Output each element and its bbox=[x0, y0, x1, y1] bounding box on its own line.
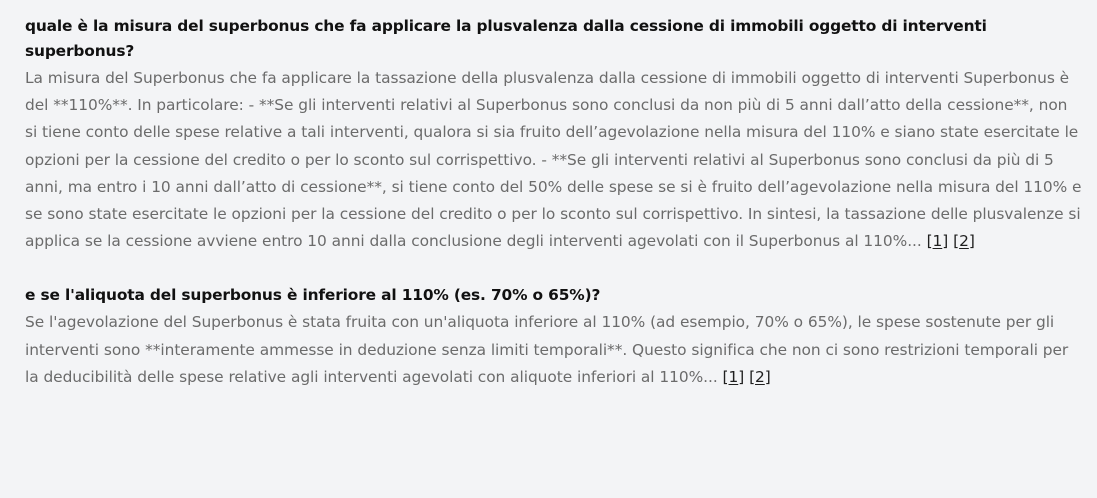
reference-link[interactable]: 1 bbox=[728, 367, 739, 386]
reference-link[interactable]: 1 bbox=[932, 232, 943, 251]
reference-links bbox=[723, 368, 771, 386]
faq-answer bbox=[25, 309, 1083, 391]
faq-question: e se l'aliquota del superbonus è inferiore al 110% (es. 70% o 65%)? bbox=[25, 286, 601, 305]
faq-question: quale è la misura del superbonus che fa applicare la plusvalenza dalla cessione di immobili oggetto di interventi superbonus? bbox=[25, 17, 987, 60]
faq-answer-text: Se l'agevolazione del Superbonus è stata fruita con un'aliquota inferiore al 110% (ad esempio, 70% o 65%), le spese sostenute per gli interventi sono **interamente ammesse in deduzione senza limiti temporali**. Questo significa che non ci sono restrizioni temporali per la deducibilità delle spese relative agli interventi agevolati con aliquote inferiori al 110%... bbox=[25, 313, 1069, 386]
faq-item bbox=[25, 14, 1083, 255]
reference-links bbox=[927, 232, 975, 250]
reference-bracket-close: ] bbox=[942, 232, 949, 251]
faq-answer-text: La misura del Superbonus che fa applicare la tassazione della plusvalenza dalla cessione di immobili oggetto di interventi Superbonus è del **110%**. In particolare: - **Se gli interventi relativi al Superbonus sono conclusi da non più di 5 anni dall’atto della cessione**, non si tiene conto delle spese relative a tali interventi, qualora si sia fruito dell’agevolazione nella misura del 110% e siano state esercitate le opzioni per la cessione del credito o per lo sconto sul corrispettivo. - **Se gli interventi relativi al Superbonus sono conclusi da più di 5 anni, ma entro i 10 anni dall’atto di cessione**, si tiene conto del 50% delle spese se si è fruito dell’agevolazione nella misura del 110% e se sono state esercitate le opzioni per la cessione del credito o per lo sconto sul corrispettivo. In sintesi, la tassazione delle plusvalenze si applica se la cessione avviene entro 10 anni dalla conclusione degli interventi agevolati con il Superbonus al 110%... bbox=[25, 69, 1082, 251]
reference-link[interactable]: 2 bbox=[755, 367, 765, 386]
reference-link[interactable]: 2 bbox=[959, 232, 969, 251]
faq-item bbox=[25, 283, 1083, 391]
reference-bracket-close: ] bbox=[764, 367, 771, 386]
faq-answer bbox=[25, 65, 1083, 255]
reference-bracket-open: [ bbox=[953, 232, 960, 251]
reference-bracket-open: [ bbox=[926, 232, 933, 251]
reference-bracket-open: [ bbox=[749, 367, 756, 386]
reference-bracket-open: [ bbox=[722, 367, 729, 386]
reference-bracket-close: ] bbox=[968, 232, 975, 251]
reference-bracket-close: ] bbox=[738, 367, 745, 386]
